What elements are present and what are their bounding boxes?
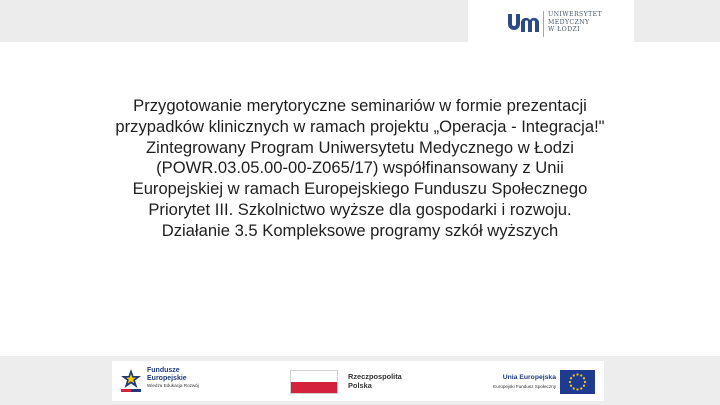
description-line: Priorytet III. Szkolnictwo wyższe dla gospodarki i rozwoju. (148, 199, 572, 219)
eu-star (584, 381, 586, 383)
logo-line-3: W ŁODZI (548, 26, 581, 34)
eu-star (570, 385, 572, 387)
description-line: Zintegrowany Program Uniwersytetu Medycznego w Łodzi (146, 137, 574, 157)
fundusze-line-1: Fundusze (147, 367, 180, 374)
fundusze-line-2: Europejskie (147, 374, 187, 382)
fundusze-europejskie-logo (112, 361, 272, 401)
eu-flag-icon (560, 370, 595, 394)
star-fe-icon (120, 367, 142, 393)
um-logo-icon (506, 10, 540, 36)
description-line: (POWR.03.05.00-00-Z065/17) współfinansowany z Unii (156, 158, 564, 178)
eu-star (576, 388, 578, 390)
eu-text (474, 374, 556, 391)
polish-flag-icon (290, 370, 338, 394)
description-line: Działanie 3.5 Kompleksowe programy szkół wyższych (161, 220, 559, 240)
eu-star (573, 374, 575, 376)
funding-logos (112, 361, 604, 401)
eu-star (580, 374, 582, 376)
eu-star (573, 387, 575, 389)
description-line: przypadków klinicznych w ramach projektu „Operacja - Integracja!" (115, 116, 605, 136)
eu-star (570, 377, 572, 379)
logo-divider (543, 11, 544, 37)
project-description (60, 96, 660, 242)
fundusze-text (147, 367, 199, 390)
poland-line-2: Polska (348, 381, 372, 391)
logo-line-2: MEDYCZNY (548, 18, 590, 26)
eu-star (576, 373, 578, 375)
description-line: Przygotowanie merytoryczne seminariów w formie prezentacji (133, 96, 587, 115)
eu-subtitle: Europejski Fundusz Społeczny (493, 383, 556, 389)
eu-star (569, 381, 571, 383)
fundusze-subtitle: Wiedza Edukacja Rozwój (147, 383, 199, 389)
poland-line-1: Rzeczpospolita (348, 372, 402, 381)
logo-wordmark (548, 11, 602, 34)
logo-line-1: UNIWERSYTET (548, 11, 603, 18)
description-line: Europejskiej w ramach Europejskiego Funduszu Społecznego (132, 179, 588, 199)
university-logo (468, 0, 634, 44)
rzeczpospolita-text (348, 372, 402, 391)
eu-star (583, 385, 585, 387)
eu-star (580, 387, 582, 389)
eu-star (583, 377, 585, 379)
eu-line-1: Unia Europejska (502, 374, 556, 381)
